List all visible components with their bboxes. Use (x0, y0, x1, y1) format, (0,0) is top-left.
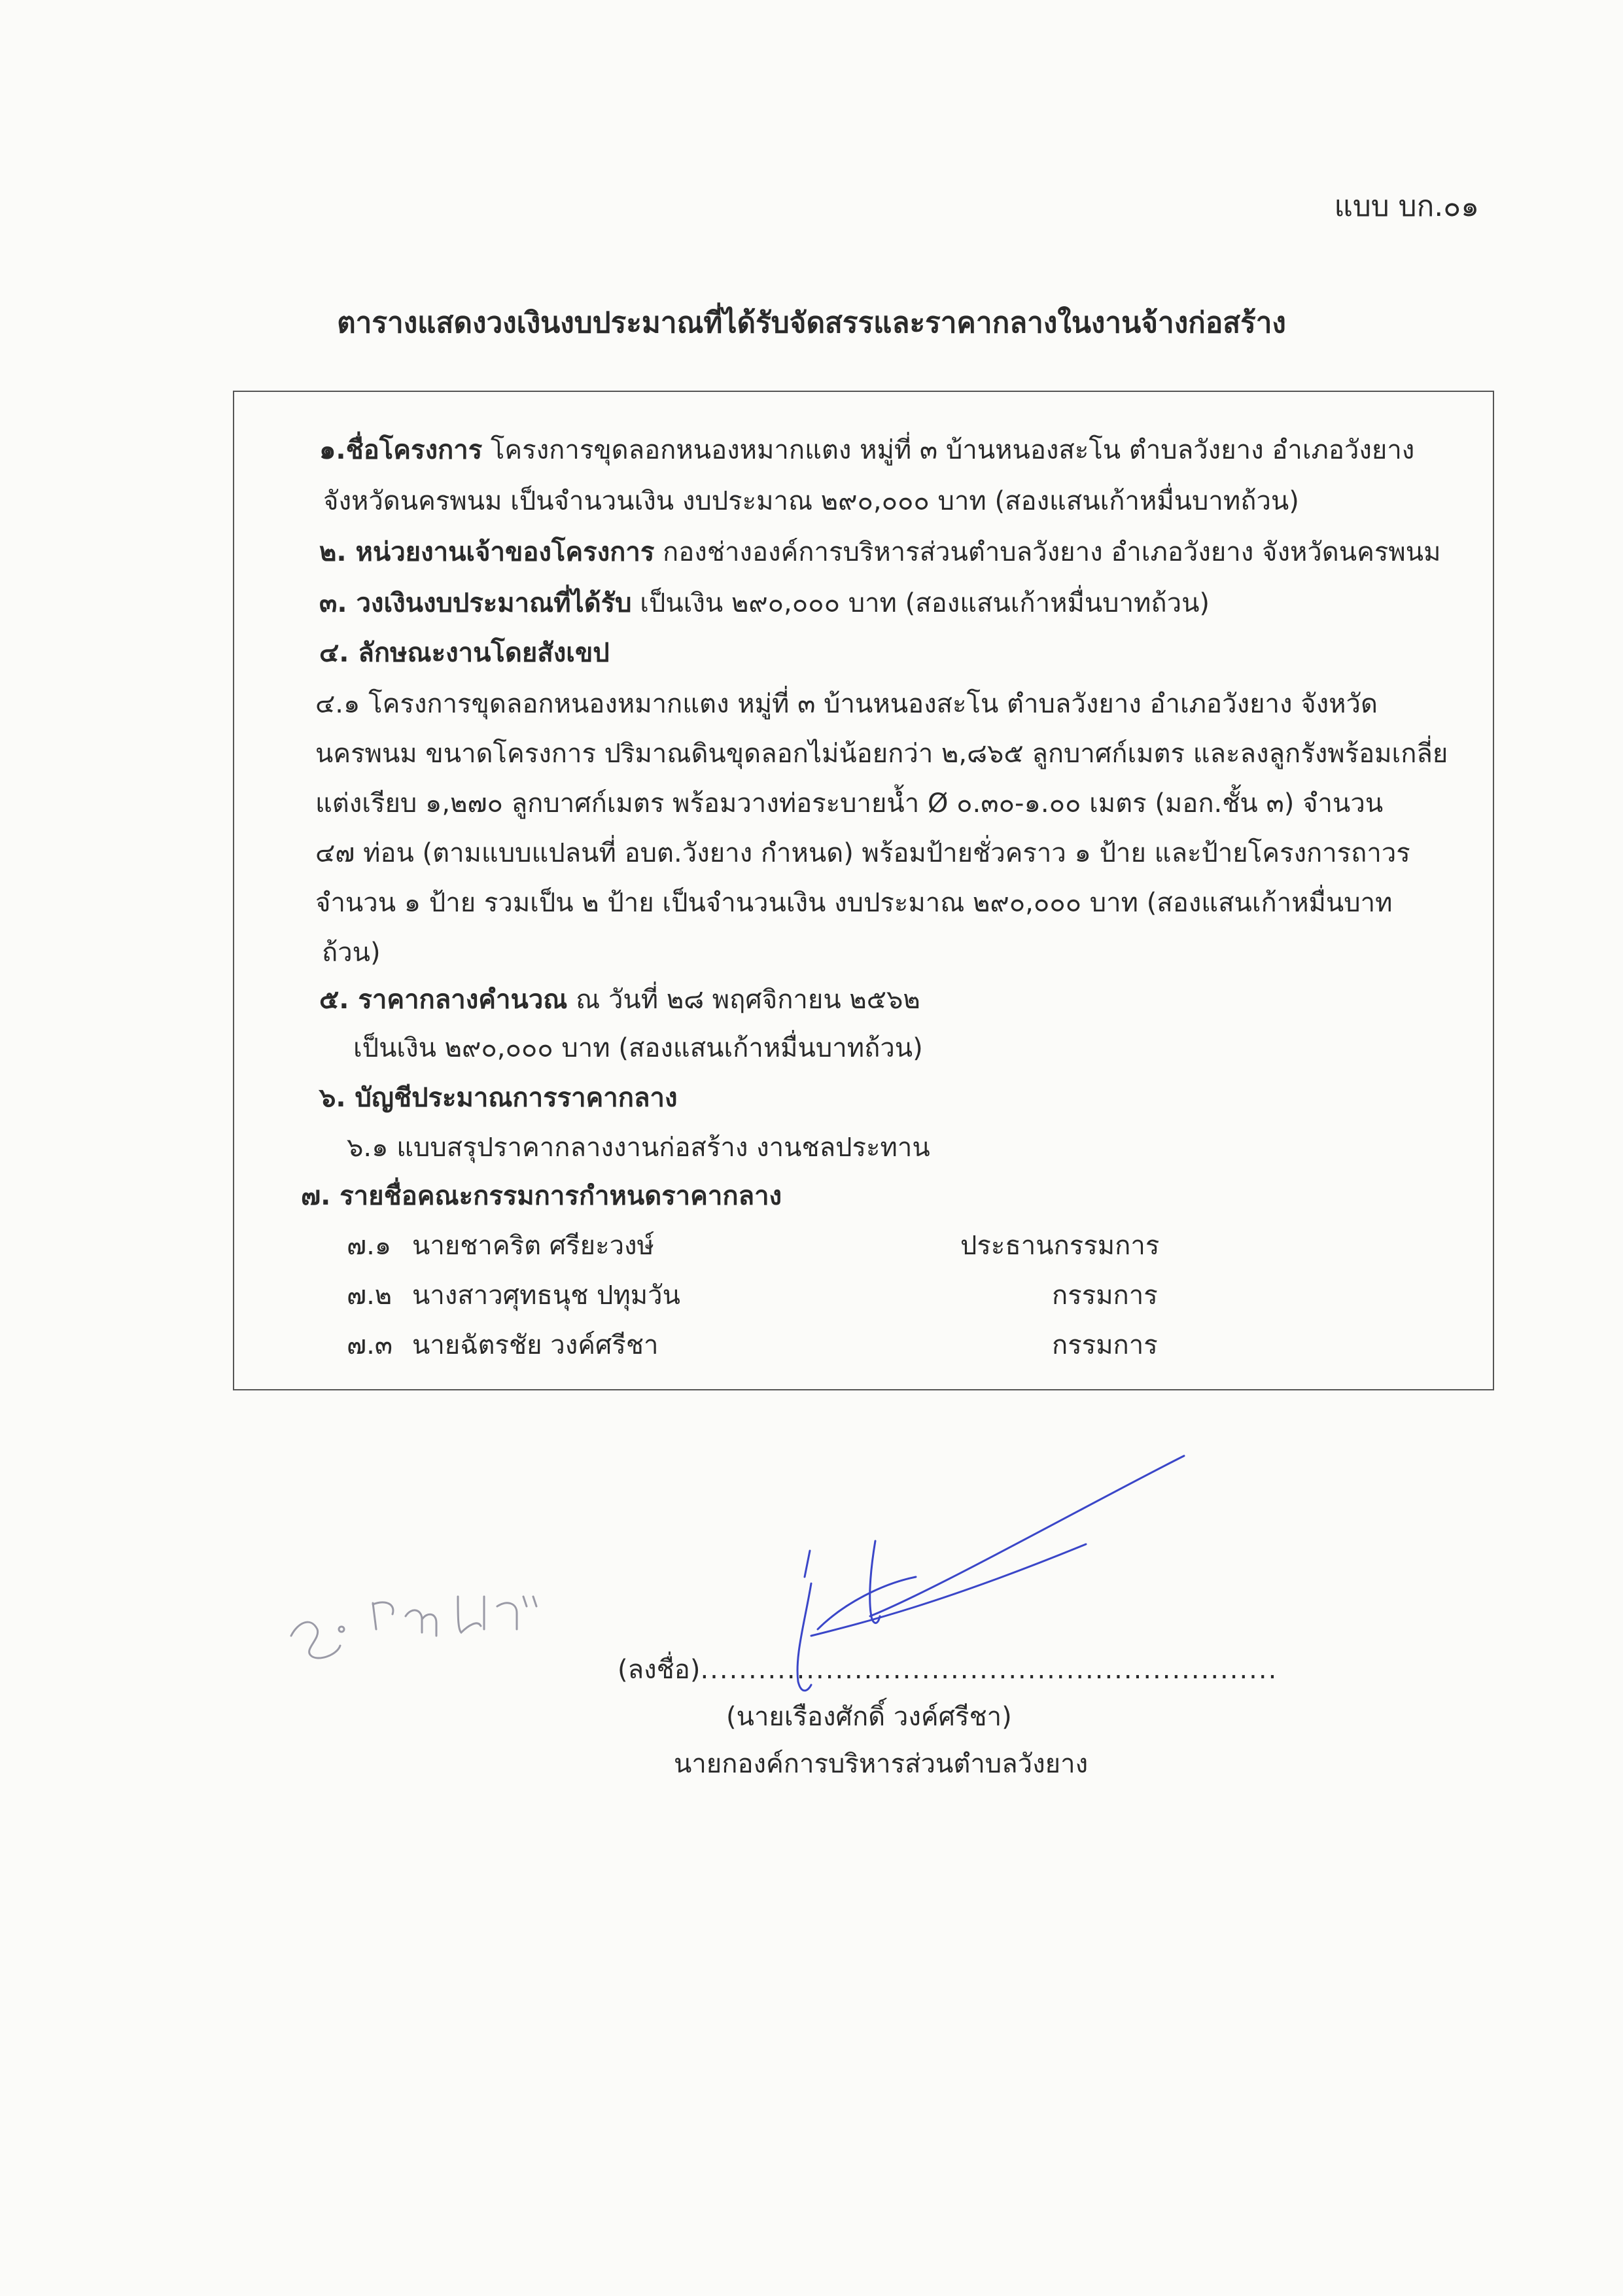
committee-role: กรรมการ (1052, 1330, 1158, 1360)
committee-no: ๗.๒ (347, 1280, 393, 1311)
item-3 (319, 585, 1210, 622)
committee-role: ประธานกรรมการ (960, 1231, 1160, 1261)
item-4-label: ๔. ลักษณะงานโดยสังเขป (319, 638, 610, 668)
item-7-label: ๗. รายชื่อคณะกรรมการกำหนดราคากลาง (301, 1181, 782, 1211)
item-2 (319, 534, 1440, 571)
item-1-text-2: จังหวัดนครพนม เป็นจำนวนเงิน งบประมาณ ๒๙๐,๐๐๐ บาท (สองแสนเก้าหมื่นบาทถ้วน) (323, 486, 1299, 516)
committee-no: ๗.๓ (347, 1330, 393, 1360)
document-title: ตารางแสดงวงเงินงบประมาณที่ได้รับจัดสรรและราคากลางในงานจ้างก่อสร้าง (337, 306, 1286, 340)
sign-label: (ลงชื่อ) (618, 1655, 701, 1685)
item-4-line: ๔๗ ท่อน (ตามแบบแปลนที่ อบต.วังยาง กำหนด) พร้อมป้ายชั่วคราว ๑ ป้าย และป้ายโครงการถาวร (315, 838, 1410, 868)
item-4-line: ๔.๑ โครงการขุดลอกหนองหมากแตง หมู่ที่ ๓ บ้านหนองสะโน ตำบลวังยาง อำเภอวังยาง จังหวัด (315, 689, 1378, 719)
committee-name: นายชาคริต ศรียะวงษ์ (412, 1231, 654, 1261)
item-1-label: ๑.ชื่อโครงการ (319, 435, 483, 465)
item-5-text: ณ วันที่ ๒๘ พฤศจิกายน ๒๕๖๒ (576, 985, 920, 1015)
item-2-label: ๒. หน่วยงานเจ้าของโครงการ (319, 537, 655, 567)
sign-line (618, 1651, 1278, 1688)
committee-role: กรรมการ (1052, 1280, 1158, 1311)
committee-name: นางสาวศุทธนุช ปทุมวัน (412, 1280, 680, 1311)
form-code: แบบ บก.๐๑ (1334, 190, 1479, 223)
item-4-line: นครพนม ขนาดโครงการ ปริมาณดินขุดลอกไม่น้อยกว่า ๒,๘๖๕ ลูกบาศก์เมตร และลงลูกรังพร้อมเกลี่ย (315, 739, 1448, 769)
item-4-line: จำนวน ๑ ป้าย รวมเป็น ๒ ป้าย เป็นจำนวนเงิน งบประมาณ ๒๙๐,๐๐๐ บาท (สองแสนเก้าหมื่นบาท (315, 888, 1393, 918)
signer-position: นายกองค์การบริหารส่วนตำบลวังยาง (674, 1749, 1089, 1779)
item-5 (319, 981, 920, 1018)
item-3-text: เป็นเงิน ๒๙๐,๐๐๐ บาท (สองแสนเก้าหมื่นบาทถ้วน) (640, 588, 1210, 618)
signer-name: (นายเรืองศักดิ์ วงค์ศรีชา) (726, 1702, 1012, 1732)
sign-dotted-line: ............................................................ (700, 1655, 1278, 1685)
item-2-text: กองช่างองค์การบริหารส่วนตำบลวังยาง อำเภอวังยาง จังหวัดนครพนม (663, 537, 1441, 567)
item-4-line: แต่งเรียบ ๑,๒๗๐ ลูกบาศก์เมตร พร้อมวางท่อระบายน้ำ Ø ๐.๓๐-๑.๐๐ เมตร (มอก.ชั้น ๓) จำนวน (315, 788, 1384, 819)
item-6-text: ๖.๑ แบบสรุปราคากลางงานก่อสร้าง งานชลประทาน (347, 1133, 930, 1163)
item-3-label: ๓. วงเงินงบประมาณที่ได้รับ (319, 588, 632, 618)
item-5-text-2: เป็นเงิน ๒๙๐,๐๐๐ บาท (สองแสนเก้าหมื่นบาทถ้วน) (353, 1033, 923, 1063)
item-4-line: ถ้วน) (322, 938, 381, 968)
item-1-text: โครงการขุดลอกหนองหมากแตง หมู่ที่ ๓ บ้านหนองสะโน ตำบลวังยาง อำเภอวังยาง (490, 435, 1415, 465)
item-5-label: ๕. ราคากลางคำนวณ (319, 985, 568, 1015)
item-6-label: ๖. บัญชีประมาณการราคากลาง (319, 1083, 678, 1113)
committee-name: นายฉัตรชัย วงค์ศรีชา (412, 1330, 659, 1360)
committee-no: ๗.๑ (347, 1231, 392, 1261)
item-1 (319, 432, 1414, 468)
pencil-note (291, 1597, 536, 1658)
